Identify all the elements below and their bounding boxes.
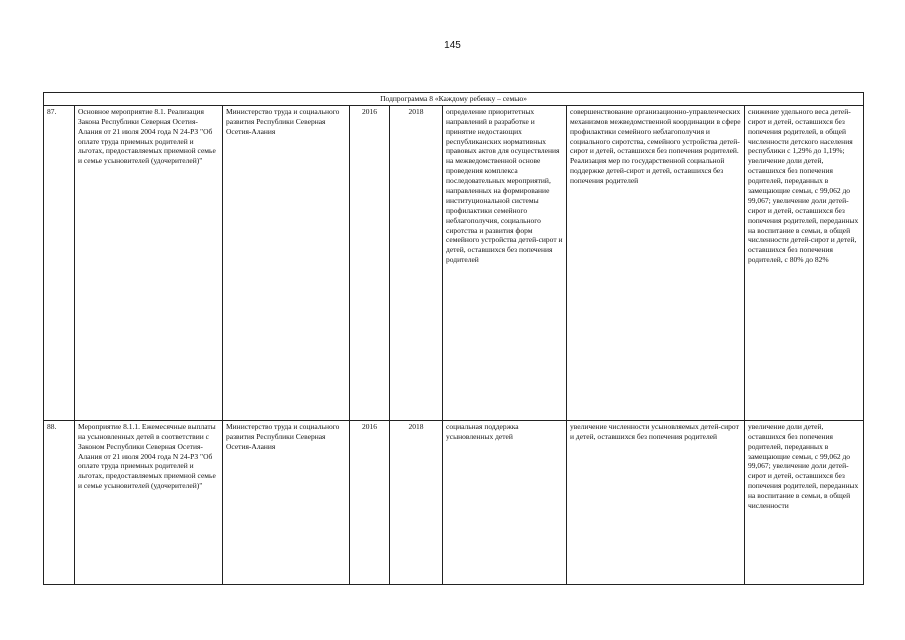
measure-name: Основное мероприятие 8.1. Реализация Закона Республики Северная Осетия-Алания от 21 июля 2004 года N 24-РЗ "Об оплате труда приемных родителей и льготах, предоставляемых приемной семье и семье усыновителей (удочерителей)" xyxy=(75,105,223,420)
table-row xyxy=(44,420,864,584)
page-number: 145 xyxy=(444,40,461,51)
consequences: увеличение численности усыновляемых детей-сирот и детей, оставшихся без попечения родителей xyxy=(567,420,745,584)
start-year: 2016 xyxy=(350,105,390,420)
indicators: снижение удельного веса детей-сирот и детей, оставшихся без попечения родителей, в общей численности детского населения республики с 1,29% до 1,19%; увеличение доли детей, оставшихся без попечения родителей, переданных в замещающие семьи, с 99,062 до 99,067; увеличение доли детей-сирот и детей, оставшихся без попечения родителей, переданных на воспитание в семьи, в общей численности детей-сирот и детей, оставшихся без попечения родителей, с 80% до 82% xyxy=(745,105,864,420)
end-year: 2018 xyxy=(390,105,443,420)
start-year: 2016 xyxy=(350,420,390,584)
executor: Министерство труда и социального развития Республики Северная Осетия-Алания xyxy=(223,105,350,420)
indicators: увеличение доли детей, оставшихся без попечения родителей, переданных в замещающие семьи, с 99,062 до 99,067; увеличение доли детей-сирот и детей, оставшихся без попечения родителей, переданных на воспитание в семьи, в общей численности xyxy=(745,420,864,584)
measure-name: Мероприятие 8.1.1. Ежемесячные выплаты на усыновленных детей в соответствии с Законом Республики Северная Осетия-Алания от 21 июля 2004 года N 24-РЗ "Об оплате труда приемных родителей и льготах, предоставляемых приемной семье и семье усыновителей (удочерителей)" xyxy=(75,420,223,584)
end-year: 2018 xyxy=(390,420,443,584)
consequences: совершенствование организационно-управленческих механизмов межведомственной координации в сфере профилактики семейного неблагополучия и социального сиротства, семейного устройства детей-сирот и детей, оставшихся без попечения родителей. Реализация мер по государственной социальной поддержке детей-сирот и детей, оставшихся без попечения родителей xyxy=(567,105,745,420)
program-table xyxy=(43,92,864,585)
expected-result: определение приоритетных направлений в разработке и принятие недостающих республиканских нормативных правовых актов для осуществления на межведомственной основе проведения комплекса последовательных мероприятий, направленных на формирование институциональной системы профилактики семейного неблагополучия, социального сиротства и развития форм семейного устройства детей-сирот и детей, оставшихся без попечения родителей xyxy=(443,105,567,420)
table-row xyxy=(44,105,864,420)
executor: Министерство труда и социального развития Республики Северная Осетия-Алания xyxy=(223,420,350,584)
subprogram-header-row xyxy=(44,93,864,106)
row-number: 87. xyxy=(44,105,75,420)
expected-result: социальная поддержка усыновленных детей xyxy=(443,420,567,584)
subprogram-title: Подпрограмма 8 «Каждому ребенку – семью» xyxy=(44,93,864,106)
row-number: 88. xyxy=(44,420,75,584)
